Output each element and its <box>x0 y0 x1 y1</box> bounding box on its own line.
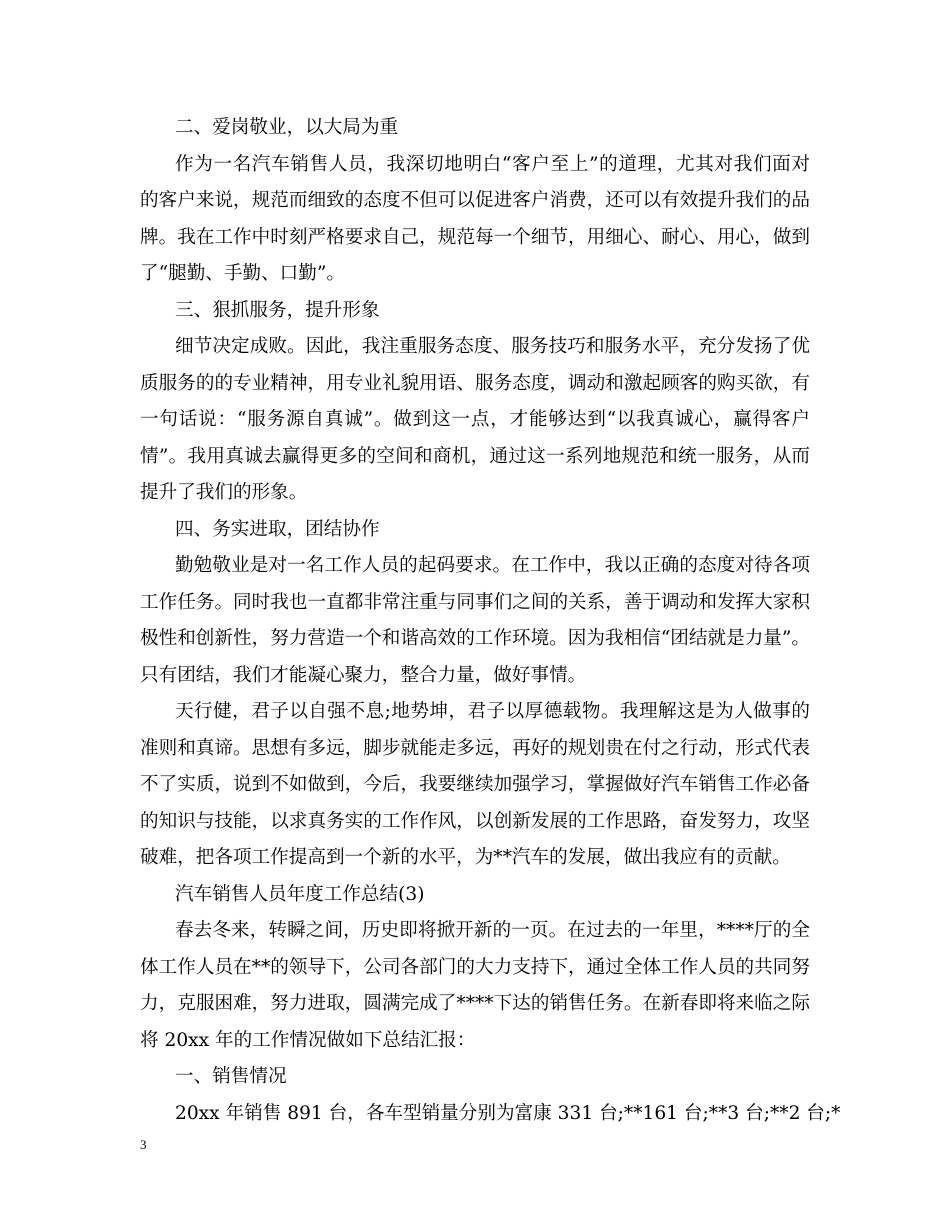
text-line: 二、爱岗敬业，以大局为重 <box>175 117 399 138</box>
text-line: 的知识与技能，以求真务实的工作作风，以创新发展的工作思路，奋发努力，攻坚 <box>140 810 810 832</box>
text-line: 一句话说：“服务源自真诚”。做到这一点，才能够达到“以我真诚心，赢得客户 <box>140 409 810 430</box>
text-line: 牌。我在工作中时刻严格要求自己，规范每一个细节，用细心、耐心、用心，做到 <box>140 226 810 248</box>
text-line: 作为一名汽车销售人员，我深切地明白“客户至上”的道理，尤其对我们面对 <box>175 153 810 175</box>
text-line: 勤勉敬业是对一名工作人员的起码要求。在工作中，我以正确的态度对待各项 <box>175 555 810 576</box>
text-line: 四、务实进取，团结协作 <box>175 518 380 540</box>
text-line: 质服务的的专业精神，用专业礼貌用语、服务态度，调动和激起顾客的购买欲，有 <box>140 372 810 394</box>
text-line: 将 20xx 年的工作情况做如下总结汇报： <box>140 1029 476 1051</box>
text-line: 情”。我用真诚去赢得更多的空间和商机，通过这一系列地规范和统一服务，从而 <box>140 445 810 467</box>
text-line: 20xx 年销售 891 台，各车型销量分别为富康 331 台;**161 台;**3 台;**2 台;* <box>175 1102 841 1124</box>
text-line: 极性和创新性，努力营造一个和谐高效的工作环境。因为我相信“团结就是力量”。 <box>140 628 810 649</box>
text-line: 一、销售情况 <box>175 1066 287 1087</box>
text-line: 三、狠抓服务，提升形象 <box>175 299 380 321</box>
page-number: 3 <box>140 1137 147 1152</box>
text-line: 只有团结，我们才能凝心聚力，整合力量，做好事情。 <box>140 664 587 686</box>
text-line: 提升了我们的形象。 <box>140 482 308 503</box>
text-line: 了“腿勤、手勤、口勤”。 <box>140 263 345 284</box>
text-line: 破难，把各项工作提高到一个新的水平，为**汽车的发展，做出我应有的贡献。 <box>140 847 791 868</box>
text-line: 天行健，君子以自强不息;地势坤，君子以厚德载物。我理解这是为人做事的 <box>175 701 810 722</box>
document-body <box>140 110 841 1132</box>
text-line: 准则和真谛。思想有多远，脚步就能走多远，再好的规划贵在付之行动，形式代表 <box>140 737 810 759</box>
text-line: 的客户来说，规范而细致的态度不但可以促进客户消费，还可以有效提升我们的品 <box>140 190 810 211</box>
text-line: 力，克服困难，努力进取，圆满完成了****下达的销售任务。在新春即将来临之际 <box>140 993 810 1014</box>
text-line: 不了实质，说到不如做到，今后，我要继续加强学习，掌握做好汽车销售工作必备 <box>140 774 810 795</box>
text-line: 细节决定成败。因此，我注重服务态度、服务技巧和服务水平，充分发扬了优 <box>175 336 810 357</box>
text-line: 春去冬来，转瞬之间，历史即将掀开新的一页。在过去的一年里，****厅的全 <box>175 920 810 941</box>
text-line: 工作任务。同时我也一直都非常注重与同事们之间的关系，善于调动和发挥大家积 <box>140 591 810 613</box>
text-line: 汽车销售人员年度工作总结(3) <box>175 883 425 905</box>
text-line: 体工作人员在**的领导下，公司各部门的大力支持下，通过全体工作人员的共同努 <box>140 956 810 978</box>
